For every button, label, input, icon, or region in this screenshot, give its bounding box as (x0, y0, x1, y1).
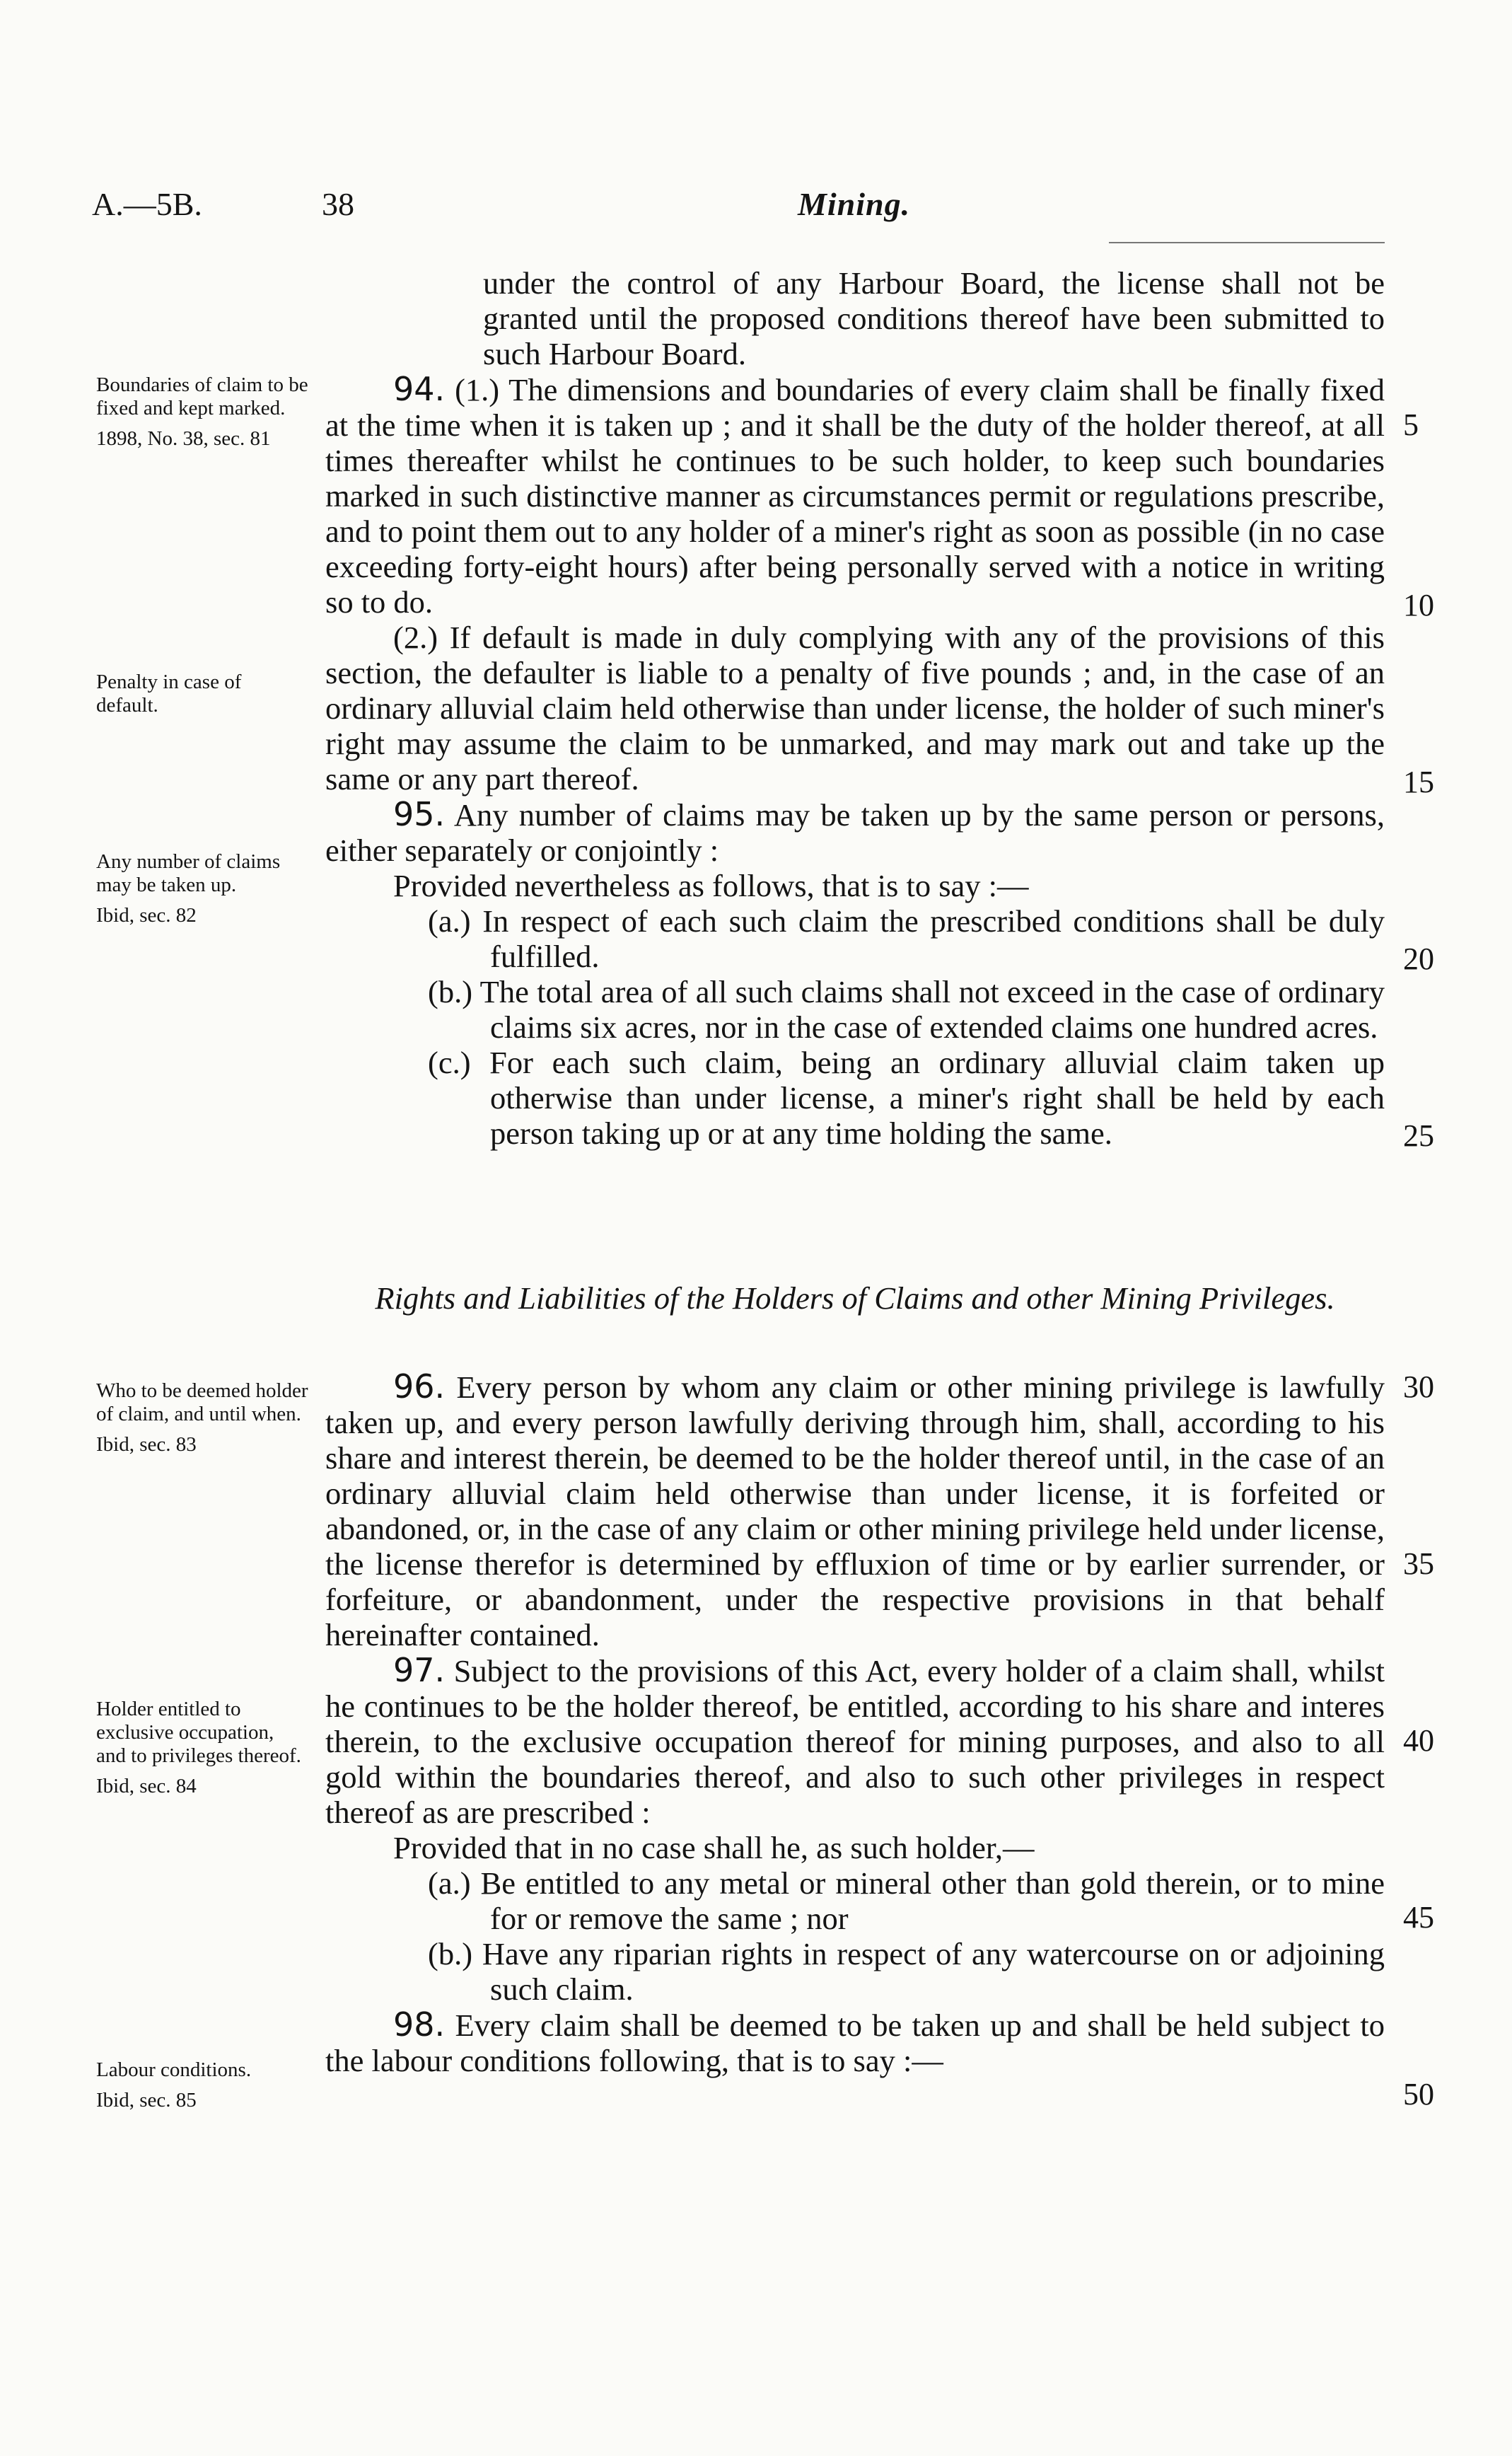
margin-note-ref: Ibid, sec. 83 (96, 1433, 197, 1456)
list-item: (a.) Be entitled to any metal or mineral other than gold therein, or to mine for or remove the same ; nor (428, 1865, 1385, 1936)
section-text: Every claim shall be deemed to be taken up and shall be held subject to the labour conditions following, that is to say :— (325, 2008, 1385, 2078)
line-number: 15 (1403, 765, 1434, 799)
list-item: (b.) Have any riparian rights in respect of any watercourse on or adjoining such claim. (428, 1936, 1385, 2007)
margin-note-penalty (96, 671, 308, 717)
line-number: 50 (1403, 2077, 1434, 2112)
margin-note-text: Boundaries of claim to be fixed and kept marked. (96, 373, 308, 419)
margin-note-text: Holder entitled to exclusive occupation, and to privileges thereof. (96, 1698, 301, 1767)
page-number: 38 (322, 186, 354, 222)
margin-note-ref: Ibid, sec. 85 (96, 2089, 197, 2112)
section-94 (325, 371, 1385, 797)
continuation-paragraph (325, 265, 1385, 371)
margin-note-text: Labour conditions. (96, 2058, 252, 2081)
section-text: (1.) The dimensions and boundaries of every claim shall be finally fixed at the time when it is taken up ; and it shall be the duty of the holder thereof, at all times thereafter whilst he continues to be such holder, to keep such boundaries marked in such distinctive manner as circumstances permit or regulations prescribe, and to point them out to any holder of a miner's right as soon as possible (in no case exceeding forty-eight hours) after being personally served with a notice in writing so to do. (325, 372, 1385, 620)
margin-note-text: Who to be deemed holder of claim, and until when. (96, 1379, 308, 1425)
section-number: 97. (393, 1651, 446, 1689)
margin-note-who-holder (96, 1379, 308, 1456)
line-number: 20 (1403, 942, 1434, 976)
proviso-text: Provided nevertheless as follows, that is to say :— (393, 868, 1029, 903)
page-title: Mining. (798, 186, 911, 222)
line-number: 5 (1403, 407, 1419, 442)
margin-note-text: Penalty in case of default. (96, 671, 242, 717)
margin-note-ref: Ibid, sec. 84 (96, 1775, 197, 1797)
section-text: Subject to the provisions of this Act, every holder of a claim shall, whilst he continues to be the holder thereof, be entitled, according to his share and interes therein, to the exclusive occupation thereof for mining purposes, and also to all gold within the boundaries thereof, and also to such other privileges in respect thereof as are prescribed : (325, 1653, 1385, 1830)
continuation-text: under the control of any Harbour Board, the license shall not be granted until the proposed conditions thereof have been submitted to such Harbour Board. (483, 265, 1385, 371)
list-item: (a.) In respect of each such claim the prescribed conditions shall be duly fulfilled. (428, 903, 1385, 974)
main-text-upper (325, 265, 1385, 1151)
line-number: 25 (1403, 1118, 1434, 1153)
proviso-text: Provided that in no case shall he, as such holder,— (393, 1830, 1035, 1865)
list-item: (c.) For each such claim, being an ordinary alluvial claim taken up otherwise than under license, a miner's right shall be held by each person taking up or at any time holding the same. (428, 1045, 1385, 1151)
section-94-subsection-2: (2.) If default is made in duly complying with any of the provisions of this section, the defaulter is liable to a penalty of five pounds ; and, in the case of an ordinary alluvial claim held otherwise than under license, the holder of such miner's right may assume the claim to be unmarked, and may mark out and take up the same or any part thereof. (325, 620, 1385, 797)
line-number: 40 (1403, 1723, 1434, 1758)
margin-note-any-number (96, 850, 308, 927)
margin-note-text: Any number of claims may be taken up. (96, 850, 281, 896)
section-97 (325, 1652, 1385, 2007)
margin-note-boundaries (96, 373, 308, 451)
margin-note-exclusive (96, 1698, 308, 1798)
section-number: 94. (393, 370, 446, 408)
section-text: Any number of claims may be taken up by the same person or persons, either separately or conjointly : (325, 797, 1385, 868)
margin-note-ref: Ibid, sec. 82 (96, 904, 197, 927)
section-95 (325, 797, 1385, 1151)
header-rule (1109, 242, 1385, 243)
section-heading: Rights and Liabilities of the Holders of Claims and other Mining Privileges. (375, 1280, 1335, 1316)
margin-note-labour (96, 2058, 308, 2112)
line-number: 30 (1403, 1369, 1434, 1404)
list-item: (b.) The total area of all such claims shall not exceed in the case of ordinary claims six acres, nor in the case of extended claims one hundred acres. (428, 974, 1385, 1045)
line-number: 35 (1403, 1546, 1434, 1581)
section-number: 96. (393, 1367, 446, 1406)
section-number: 98. (393, 2005, 446, 2044)
section-98 (325, 2007, 1385, 2078)
line-number: 10 (1403, 588, 1434, 622)
main-text-lower (325, 1369, 1385, 2078)
margin-note-ref: 1898, No. 38, sec. 81 (96, 427, 271, 450)
section-96 (325, 1369, 1385, 1652)
line-number: 45 (1403, 1900, 1434, 1935)
section-number: 95. (393, 795, 446, 833)
section-text: Every person by whom any claim or other mining privilege is lawfully taken up, and every person lawfully deriving through him, shall, according to his share and interest therein, be deemed to be the holder thereof until, in the case of an ordinary alluvial claim held otherwise than under license, it is forfeited or abandoned, or, in the case of any claim or other mining privilege held under license, the license therefor is determined by effluxion of time or by earlier surrender, or forfeiture, or abandonment, under the respective provisions in that behalf hereinafter contained. (325, 1369, 1385, 1652)
header-code: A.—5B. (92, 186, 202, 222)
